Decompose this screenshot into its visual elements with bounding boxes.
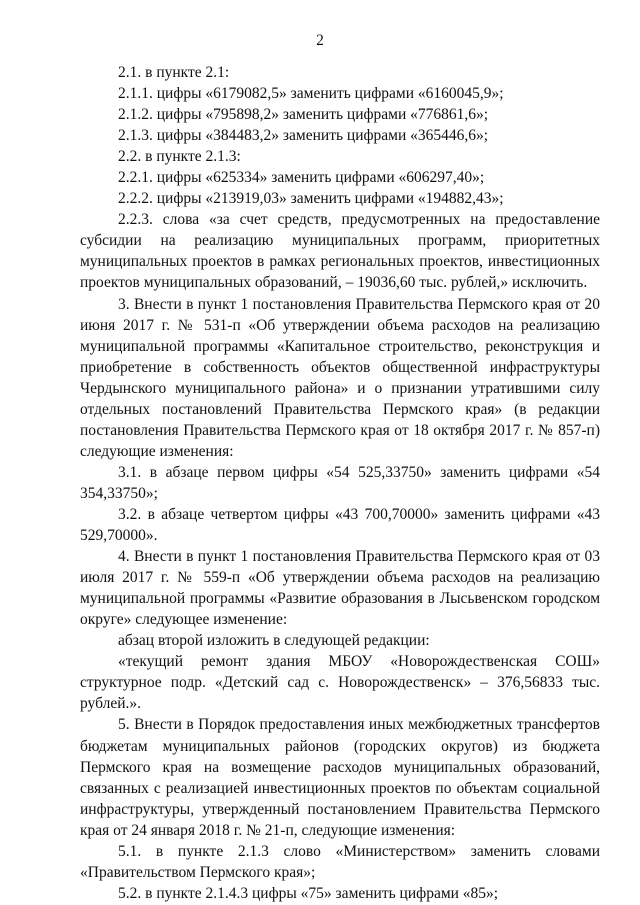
paragraph-3-2: 3.2. в абзаце четвертом цифры «43 700,70000» заменить цифрами «43 529,70000».: [80, 505, 600, 545]
paragraph-5: 5. Внести в Порядок предоставления иных межбюджетных трансфертов бюджетам муниципальных районов (городских округов) из бюджета Пермского края на возмещение расходов муниципальных образований, связанных с реализацией инвестиционных проектов по объектам социальной инфраструктуры, утвержденный постановлением Правительства Пермского края от 24 января 2018 г. № 21-п, следующие изменения:: [80, 716, 600, 839]
paragraph-2-1-2: 2.1.2. цифры «795898,2» заменить цифрами «776861,6»;: [118, 106, 489, 124]
paragraph-2-2-1: 2.2.1. цифры «625334» заменить цифрами «606297,40»;: [118, 169, 485, 187]
paragraph-2-2-2: 2.2.2. цифры «213919,03» заменить цифрами «194882,43»;: [118, 190, 504, 208]
paragraph-3-1: 3.1. в абзаце первом цифры «54 525,33750» заменить цифрами «54 354,33750»;: [80, 463, 600, 502]
paragraph-5-2: 5.2. в пункте 2.1.4.3 цифры «75» заменить цифрами «85»;: [118, 884, 499, 902]
paragraph-2-2: 2.2. в пункте 2.1.3:: [118, 148, 241, 166]
paragraph-4-abzac: абзац второй изложить в следующей редакции:: [118, 632, 430, 650]
paragraph-4-quote: «текущий ремонт здания МБОУ «Новорождественская СОШ» структурное подр. «Детский сад с. Новорождественск» – 376,56833 тыс. рублей.».: [80, 653, 600, 713]
paragraph-3: 3. Внести в пункт 1 постановления Правительства Пермского края от 20 июня 2017 г. № 531-п «Об утверждении объема расходов на реализацию муниципальной программы «Капитальное строительство, реконструкция и приобретение в собственность объектов общественной инфраструктуры Чердынского муниципального района» и о признании утратившими силу отдельных постановлений Правительства Пермского края» (в редакции постановления Правительства Пермского края от 18 октября 2017 г. № 857-п) следующие изменения:: [80, 295, 600, 460]
page-number: 2: [316, 32, 324, 49]
paragraph-2-1-3: 2.1.3. цифры «384483,2» заменить цифрами «365446,6»;: [118, 127, 489, 145]
document-body: [80, 62, 600, 904]
paragraph-2-2-3: 2.2.3. слова «за счет средств, предусмотренных на предоставление субсидии на реализацию муниципальных программ, приоритетных муниципальных проектов в рамках региональных проектов, инвестиционных проектов муниципальных образований, – 19036,60 тыс. рублей,» исключить.: [80, 211, 600, 292]
paragraph-4: 4. Внести в пункт 1 постановления Правительства Пермского края от 03 июля 2017 г. № 559-п «Об утверждении объема расходов на реализацию муниципальной программы «Развитие образования в Лысьвенском городском округе» следующее изменение:: [80, 548, 600, 629]
paragraph-2-1-1: 2.1.1. цифры «6179082,5» заменить цифрами «6160045,9»;: [118, 85, 504, 103]
paragraph-5-1: 5.1. в пункте 2.1.3 слово «Министерством» заменить словами «Правительством Пермского края»;: [80, 842, 600, 881]
paragraph-2-1: 2.1. в пункте 2.1:: [118, 64, 230, 81]
